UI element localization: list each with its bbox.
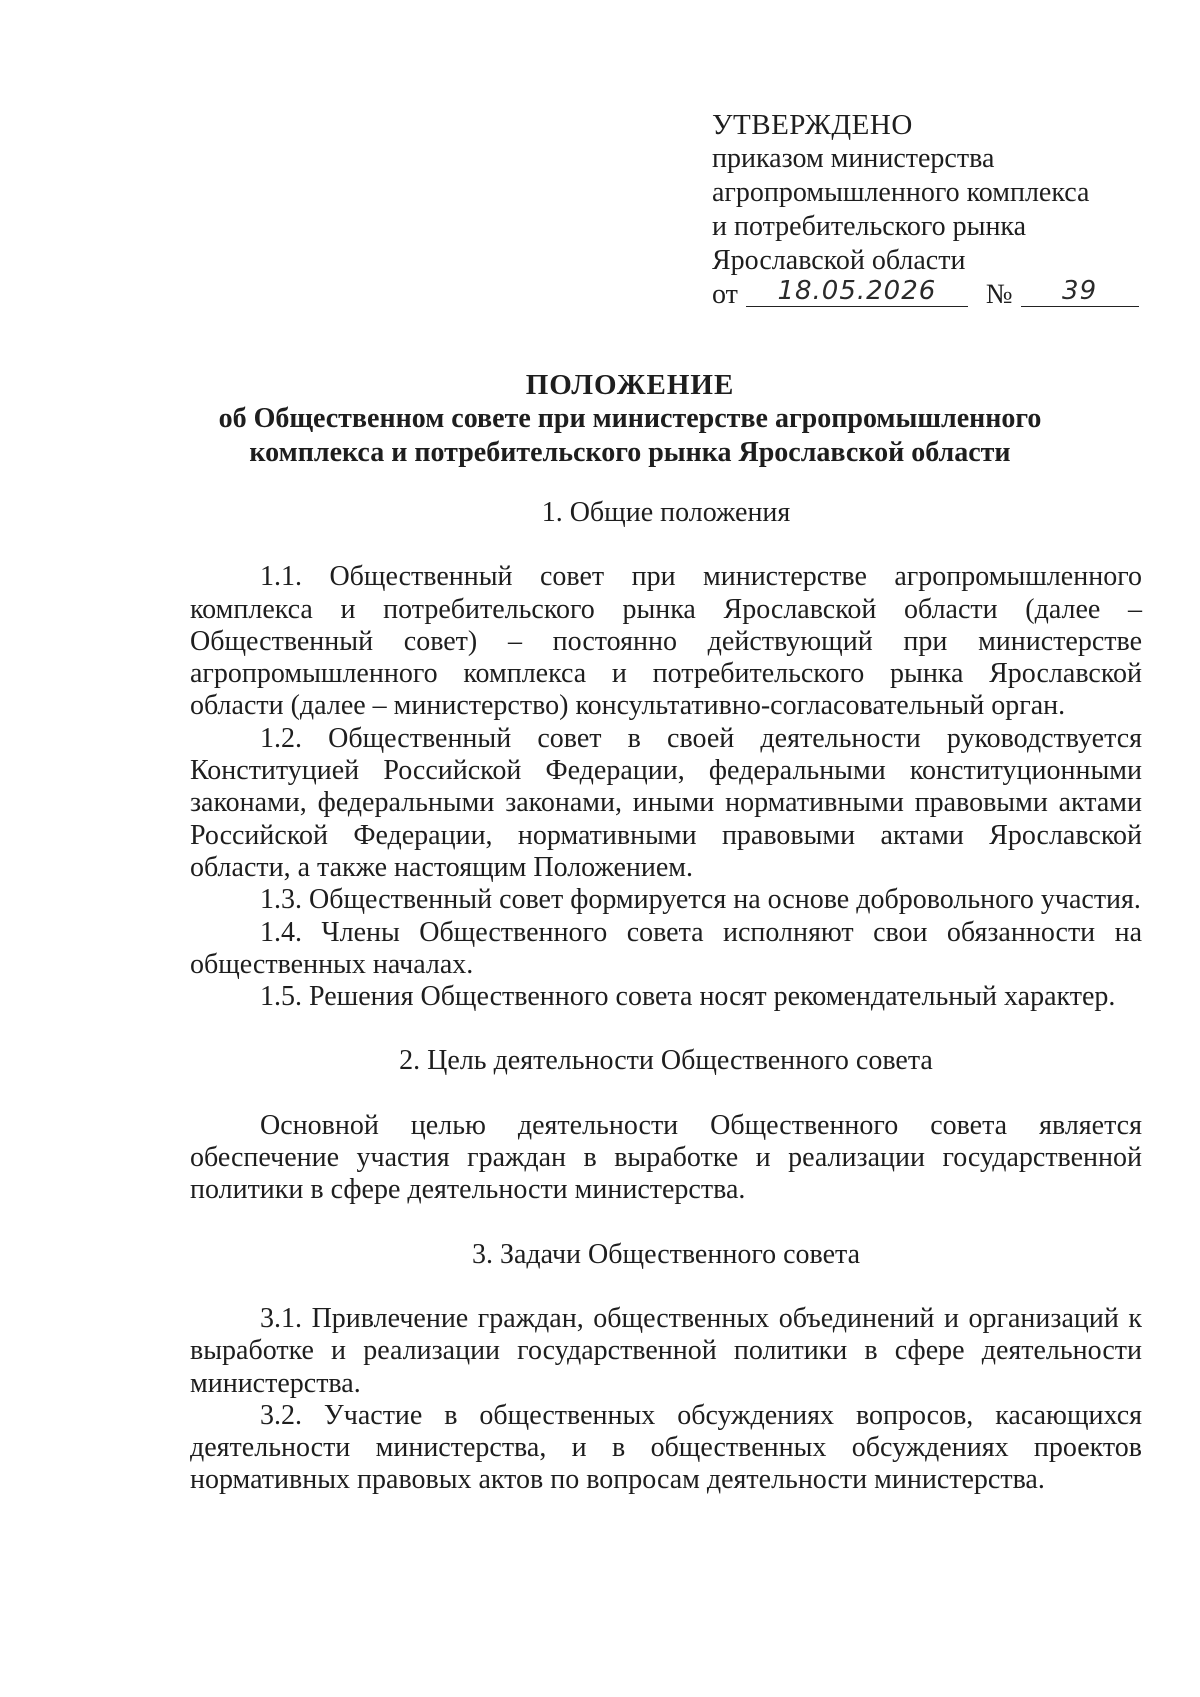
approval-title: УТВЕРЖДЕНО <box>712 109 913 141</box>
number-label: № <box>985 279 1013 310</box>
approval-line: агропромышленного комплекса <box>712 177 1090 208</box>
title-subtitle-line: об Общественном совете при министерстве агропромышленного <box>218 403 1042 434</box>
paragraph: 1.1. Общественный совет при министерстве агропромышленного комплекса и потребительского рынка Ярославской области (далее – Общественный совет) – постоянно действующий при министерстве агропромышленного комплекса и потребительского рынка Ярославской области (далее – министерство) консультативно-согласовательный орган. <box>190 561 1142 722</box>
approval-date-line <box>712 278 1132 312</box>
paragraph: 1.3. Общественный совет формируется на основе добровольного участия. <box>260 884 1141 916</box>
paragraph: 1.4. Члены Общественного совета исполняют свои обязанности на общественных началах. <box>190 916 1142 980</box>
paragraph: Основной целью деятельности Общественного совета является обеспечение участия граждан в выработке и реализации государственной политики в сфере деятельности министерства. <box>190 1109 1142 1206</box>
approval-line: приказом министерства <box>712 143 995 174</box>
document-title <box>150 368 1110 470</box>
title-main: ПОЛОЖЕНИЕ <box>525 369 735 401</box>
paragraph: 1.5. Решения Общественного совета носят рекомендательный характер. <box>260 981 1116 1013</box>
handwritten-number: 39 <box>1062 276 1098 306</box>
paragraph: 3.1. Привлечение граждан, общественных объединений и организаций к выработке и реализации государственной политики в сфере деятельности министерства. <box>190 1302 1142 1399</box>
approval-block <box>712 108 1132 312</box>
section-heading: 3. Задачи Общественного совета <box>471 1238 861 1270</box>
approval-line: и потребительского рынка <box>712 211 1027 242</box>
paragraph: 3.2. Участие в общественных обсуждениях вопросов, касающихся деятельности министерства, и в общественных обсуждениях проектов нормативных правовых актов по вопросам деятельности министерства. <box>190 1399 1142 1496</box>
section-heading: 1. Общие положения <box>541 497 791 528</box>
document-body <box>190 497 1142 1497</box>
handwritten-date: 18.05.2026 <box>777 276 937 306</box>
date-field <box>746 278 968 307</box>
number-field <box>1021 278 1139 307</box>
section-heading: 2. Цель деятельности Общественного совета <box>399 1045 933 1077</box>
approval-line: Ярославской области <box>712 245 966 276</box>
paragraph: 1.2. Общественный совет в своей деятельности руководствуется Конституцией Российской Федерации, федеральными конституционными законами, федеральными законами, иными нормативными правовыми актами Российской Федерации, нормативными правовыми актами Ярославской области, а также настоящим Положением. <box>190 722 1142 883</box>
from-label: от <box>712 279 738 310</box>
title-subtitle-line: комплекса и потребительского рынка Ярославской области <box>249 437 1011 468</box>
